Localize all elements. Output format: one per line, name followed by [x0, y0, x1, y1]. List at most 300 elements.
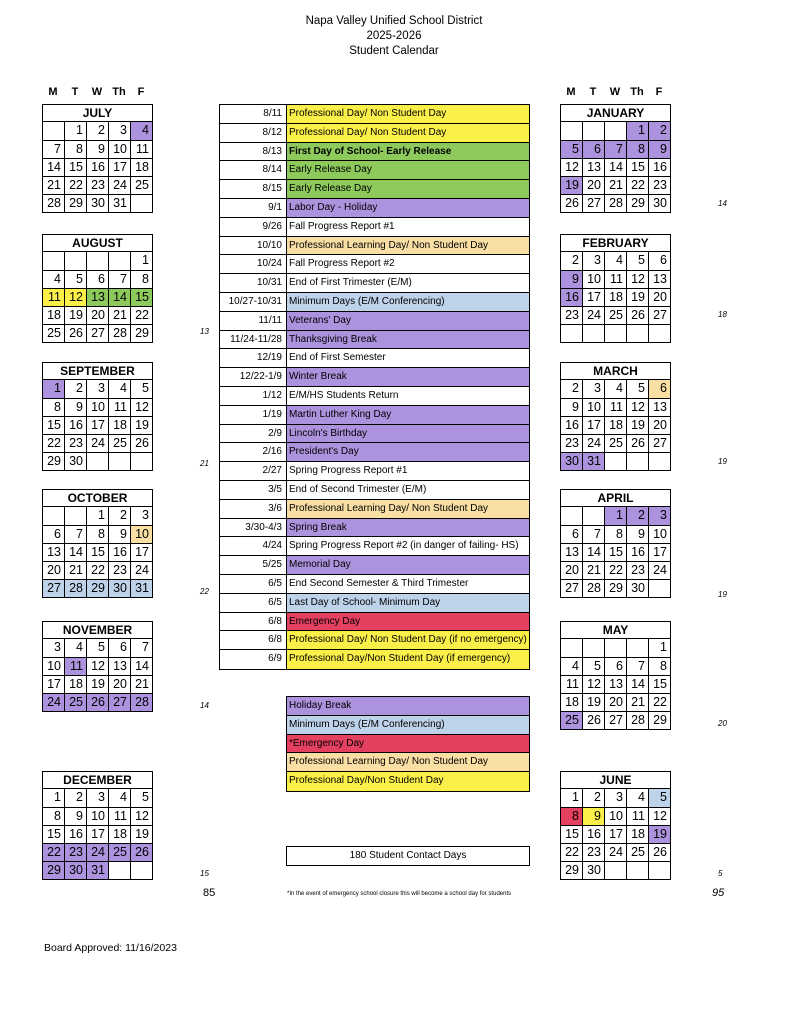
month-november	[42, 621, 153, 712]
day-cell: 14	[130, 658, 152, 675]
day-cell: 15	[130, 289, 152, 306]
day-cell: 19	[130, 417, 152, 434]
day-cell: 8	[626, 141, 648, 158]
event-description: Thanksgiving Break	[287, 331, 529, 349]
day-cell: 18	[604, 417, 626, 434]
event-row	[220, 537, 529, 556]
day-cell	[648, 453, 670, 470]
day-cell: 14	[604, 159, 626, 176]
week-row	[561, 306, 670, 324]
day-cell	[648, 325, 670, 342]
day-cell: 8	[561, 808, 582, 825]
event-row	[220, 105, 529, 124]
day-header-f: F	[137, 86, 145, 98]
day-cell: 10	[86, 808, 108, 825]
event-row	[220, 556, 529, 575]
event-date: 2/9	[220, 425, 287, 443]
day-cell: 24	[648, 562, 670, 579]
day-cell: 13	[47, 545, 61, 559]
day-cell: 22	[47, 436, 61, 450]
day-cell: 6	[648, 380, 670, 398]
event-description: Professional Day/ Non Student Day (if no emergency)	[287, 631, 529, 649]
event-date: 1/19	[220, 406, 287, 424]
day-cell: 10	[86, 399, 108, 416]
day-cell: 10	[582, 271, 604, 288]
day-cell: 24	[86, 435, 108, 452]
week-row	[43, 140, 152, 158]
event-row	[220, 631, 529, 650]
day-cell: 24	[582, 435, 604, 452]
event-date: 11/24-11/28	[220, 331, 287, 349]
day-cell: 16	[86, 159, 108, 176]
day-cell: 5	[626, 252, 648, 270]
week-row	[561, 807, 670, 825]
day-cell: 22	[565, 845, 579, 859]
day-cell: 18	[47, 308, 61, 322]
day-cell: 12	[565, 160, 579, 174]
event-description: Lincoln's Birthday	[287, 425, 529, 443]
day-cell: 7	[604, 141, 626, 158]
day-cell: 20	[108, 676, 130, 693]
day-cell: 4	[130, 122, 152, 140]
day-cell: 25	[626, 844, 648, 861]
month-name: SEPTEMBER	[43, 363, 152, 380]
day-cell: 20	[582, 177, 604, 194]
event-date: 8/15	[220, 180, 287, 198]
event-row	[220, 443, 529, 462]
event-description: Professional Day/Non Student Day (if emergency)	[287, 650, 529, 669]
event-row	[220, 462, 529, 481]
day-cell: 16	[108, 544, 130, 561]
day-cell: 18	[64, 676, 86, 693]
event-row	[220, 500, 529, 519]
day-cell: 12	[86, 658, 108, 675]
day-cell: 5	[582, 658, 604, 675]
day-cell: 15	[86, 544, 108, 561]
day-cell: 28	[64, 580, 86, 597]
day-cell	[64, 252, 86, 270]
day-cell: 21	[582, 562, 604, 579]
day-cell: 19	[86, 676, 108, 693]
day-cell: 4	[572, 659, 579, 673]
day-cell: 26	[130, 435, 152, 452]
day-cell: 3	[648, 507, 670, 525]
day-cell: 5	[130, 789, 152, 807]
day-header-t: T	[71, 86, 79, 98]
day-cell: 19	[648, 826, 670, 843]
school-year: 2025-2026	[366, 30, 422, 42]
contact-days-box: 180 Student Contact Days	[286, 846, 530, 866]
day-cell: 23	[108, 562, 130, 579]
day-cell: 30	[582, 862, 604, 879]
legend-item: Professional Learning Day/ Non Student Day	[287, 753, 529, 772]
day-cell: 30	[64, 862, 86, 879]
week-row	[43, 398, 152, 416]
week-row	[43, 693, 152, 711]
event-description: Memorial Day	[287, 556, 529, 574]
day-cell: 13	[648, 271, 670, 288]
day-cell	[648, 862, 670, 879]
day-cell: 19	[561, 177, 582, 194]
week-row	[561, 176, 670, 194]
event-description: Last Day of School- Minimum Day	[287, 594, 529, 612]
week-row	[43, 561, 152, 579]
week-row	[561, 711, 670, 729]
month-name: MARCH	[561, 363, 670, 380]
week-row	[561, 579, 670, 597]
event-description: Fall Progress Report #2	[289, 258, 395, 270]
day-cell: 7	[108, 271, 130, 288]
event-date: 3/5	[220, 481, 287, 499]
day-cell: 24	[86, 844, 108, 861]
week-row	[561, 843, 670, 861]
week-row	[43, 306, 152, 324]
month-april	[560, 489, 671, 598]
month-day-count: 15	[200, 869, 209, 878]
week-row	[561, 675, 670, 693]
day-cell: 10	[130, 526, 152, 543]
event-description: Spring Break	[287, 519, 529, 537]
event-description: Early Release Day	[287, 180, 529, 198]
week-row	[43, 843, 152, 861]
week-row	[43, 639, 152, 657]
day-header-f: F	[655, 86, 663, 98]
day-cell: 2	[572, 253, 579, 267]
event-date: 9/26	[220, 218, 287, 236]
week-row	[43, 861, 152, 879]
day-cell: 26	[64, 325, 86, 342]
day-cell: 2	[64, 380, 86, 398]
day-cell: 25	[108, 435, 130, 452]
event-description: Labor Day - Holiday	[287, 199, 529, 217]
day-cell: 27	[648, 435, 670, 452]
day-cell: 10	[582, 399, 604, 416]
event-date: 12/19	[220, 349, 287, 367]
day-cell: 8	[64, 141, 86, 158]
event-date: 3/30-4/3	[220, 519, 287, 537]
week-row	[561, 140, 670, 158]
week-row	[43, 194, 152, 212]
day-cell: 25	[130, 177, 152, 194]
day-cell: 9	[86, 141, 108, 158]
day-cell: 6	[648, 252, 670, 270]
day-cell: 20	[648, 289, 670, 306]
event-row	[220, 312, 529, 331]
day-header-th: Th	[112, 86, 126, 98]
day-cell: 1	[572, 790, 579, 804]
event-date: 8/14	[220, 161, 287, 179]
day-cell: 17	[47, 677, 61, 691]
event-description: Professional Day/ Non Student Day	[287, 105, 529, 123]
month-day-count: 14	[718, 199, 727, 208]
day-cell: 23	[86, 177, 108, 194]
week-row	[561, 543, 670, 561]
day-cell: 20	[47, 563, 61, 577]
day-cell: 29	[130, 325, 152, 342]
day-cell: 27	[582, 195, 604, 212]
day-cell: 25	[604, 435, 626, 452]
event-description: Martin Luther King Day	[287, 406, 529, 424]
day-cell: 24	[108, 177, 130, 194]
month-name: JANUARY	[561, 105, 670, 122]
week-row	[561, 158, 670, 176]
month-name: APRIL	[561, 490, 670, 507]
month-may	[560, 621, 671, 730]
day-cell: 1	[604, 507, 626, 525]
event-row	[220, 650, 529, 669]
event-row	[220, 387, 529, 406]
day-cell: 2	[582, 789, 604, 807]
week-row	[561, 252, 670, 270]
month-day-count: 14	[200, 701, 209, 710]
board-approved: Board Approved: 11/16/2023	[44, 942, 177, 954]
day-cell: 6	[108, 639, 130, 657]
event-row	[220, 293, 529, 312]
day-cell: 15	[648, 676, 670, 693]
month-january	[560, 104, 671, 213]
month-day-count: 19	[718, 590, 727, 599]
week-row	[561, 324, 670, 342]
week-row	[561, 380, 670, 398]
day-cell: 2	[108, 507, 130, 525]
day-cell	[86, 453, 108, 470]
event-date: 6/8	[220, 631, 287, 649]
day-cell	[604, 325, 626, 342]
legend-item: *Emergency Day	[287, 735, 529, 754]
day-cell	[43, 252, 64, 270]
month-march	[560, 362, 671, 471]
event-description: End of First Trimester (E/M)	[289, 277, 412, 289]
day-cell	[561, 507, 582, 525]
event-row	[220, 613, 529, 632]
day-cell: 3	[130, 507, 152, 525]
day-cell: 17	[130, 544, 152, 561]
day-cell: 11	[130, 141, 152, 158]
day-cell: 16	[565, 418, 579, 432]
day-cell: 13	[108, 658, 130, 675]
week-row	[43, 176, 152, 194]
day-cell: 17	[582, 417, 604, 434]
week-row	[43, 675, 152, 693]
day-cell: 19	[626, 289, 648, 306]
day-cell: 12	[130, 808, 152, 825]
day-header-th: Th	[630, 86, 644, 98]
day-cell: 20	[565, 563, 579, 577]
day-cell: 29	[648, 712, 670, 729]
day-cell: 17	[108, 159, 130, 176]
week-row	[561, 639, 670, 657]
day-cell: 9	[582, 808, 604, 825]
event-row	[220, 481, 529, 500]
event-row	[220, 425, 529, 444]
day-cell: 4	[604, 252, 626, 270]
day-cell: 18	[108, 417, 130, 434]
month-september	[42, 362, 153, 471]
day-cell: 24	[582, 307, 604, 324]
day-cell: 3	[604, 789, 626, 807]
calendar-title: Student Calendar	[349, 45, 439, 57]
day-cell: 22	[604, 562, 626, 579]
day-cell: 14	[582, 544, 604, 561]
day-cell	[561, 639, 582, 657]
day-cell: 28	[47, 196, 61, 210]
day-cell: 17	[648, 544, 670, 561]
week-row	[561, 398, 670, 416]
day-cell: 4	[108, 789, 130, 807]
day-header-t: T	[589, 86, 597, 98]
week-row	[43, 158, 152, 176]
day-cell: 11	[566, 677, 579, 691]
day-cell: 29	[43, 862, 64, 879]
event-row	[220, 575, 529, 594]
day-cell: 8	[130, 271, 152, 288]
month-october	[42, 489, 153, 598]
day-cell: 27	[43, 580, 64, 597]
week-row	[43, 825, 152, 843]
day-cell: 8	[54, 809, 61, 823]
day-cell: 18	[130, 159, 152, 176]
week-row	[43, 807, 152, 825]
day-cell: 12	[626, 399, 648, 416]
month-name: NOVEMBER	[43, 622, 152, 639]
day-cell: 29	[626, 195, 648, 212]
day-cell: 3	[54, 640, 61, 654]
day-cell: 2	[572, 381, 579, 395]
day-cell: 8	[54, 400, 61, 414]
day-cell: 11	[626, 808, 648, 825]
event-row	[220, 237, 529, 256]
day-cell: 1	[626, 122, 648, 140]
day-cell: 9	[108, 526, 130, 543]
event-row	[220, 331, 529, 350]
day-cell: 27	[604, 712, 626, 729]
event-description: Emergency Day	[287, 613, 529, 631]
event-date: 5/25	[220, 556, 287, 574]
event-description: End of Second Trimester (E/M)	[289, 483, 427, 495]
week-row	[561, 789, 670, 807]
day-cell: 28	[130, 694, 152, 711]
week-row	[561, 525, 670, 543]
event-description: Winter Break	[287, 368, 529, 386]
day-cell: 23	[565, 308, 579, 322]
week-row	[561, 288, 670, 306]
day-cell: 18	[565, 695, 579, 709]
month-august	[42, 234, 153, 343]
month-name: JULY	[43, 105, 152, 122]
day-cell: 20	[604, 694, 626, 711]
day-cell: 22	[86, 562, 108, 579]
district-title: Napa Valley Unified School District	[305, 15, 483, 27]
day-cell	[626, 862, 648, 879]
day-cell	[604, 862, 626, 879]
event-description: Spring Progress Report #1	[289, 465, 408, 477]
week-row	[561, 122, 670, 140]
event-row	[220, 255, 529, 274]
week-row	[561, 561, 670, 579]
day-cell: 15	[47, 418, 61, 432]
month-name: AUGUST	[43, 235, 152, 252]
month-day-count: 18	[718, 310, 727, 319]
day-cell: 7	[64, 526, 86, 543]
event-row	[220, 124, 529, 143]
day-header-w: W	[609, 86, 621, 98]
week-row	[561, 693, 670, 711]
day-cell: 27	[86, 325, 108, 342]
day-cell: 13	[604, 676, 626, 693]
day-cell: 12	[130, 399, 152, 416]
day-cell: 19	[130, 826, 152, 843]
day-cell: 3	[86, 380, 108, 398]
total-right: 95	[712, 887, 725, 899]
day-cell	[86, 252, 108, 270]
day-cell: 2	[86, 122, 108, 140]
color-legend	[286, 696, 530, 792]
day-cell: 17	[86, 826, 108, 843]
day-cell: 16	[561, 289, 582, 306]
event-date: 10/27-10/31	[220, 293, 287, 311]
event-date: 10/24	[220, 255, 287, 273]
event-date: 1/12	[220, 387, 287, 405]
event-description: Fall Progress Report #1	[289, 220, 395, 232]
day-cell	[130, 862, 152, 879]
week-row	[561, 270, 670, 288]
day-cell: 5	[64, 271, 86, 288]
day-cell: 23	[565, 436, 579, 450]
day-cell: 12	[582, 676, 604, 693]
day-cell: 18	[108, 826, 130, 843]
day-cell	[108, 252, 130, 270]
month-july	[42, 104, 153, 213]
month-day-count: 21	[200, 459, 209, 468]
day-cell: 23	[64, 435, 86, 452]
day-cell: 11	[108, 399, 130, 416]
day-header-w: W	[91, 86, 103, 98]
day-cell: 23	[64, 844, 86, 861]
day-cell: 25	[64, 694, 86, 711]
day-cell: 18	[604, 289, 626, 306]
event-row	[220, 143, 529, 162]
day-cell: 3	[108, 122, 130, 140]
day-cell: 1	[64, 122, 86, 140]
day-cell: 15	[626, 159, 648, 176]
month-day-count: 19	[718, 457, 727, 466]
week-row	[43, 543, 152, 561]
day-cell: 2	[626, 507, 648, 525]
day-cell: 26	[626, 435, 648, 452]
event-description: Veterans' Day	[287, 312, 529, 330]
day-cell	[648, 580, 670, 597]
week-row	[561, 657, 670, 675]
day-cell: 2	[648, 122, 670, 140]
day-cell: 10	[108, 141, 130, 158]
day-cell: 5	[648, 789, 670, 807]
day-cell: 13	[86, 289, 108, 306]
day-cell: 7	[626, 658, 648, 675]
event-date: 6/8	[220, 613, 287, 631]
event-description: Professional Learning Day/ Non Student Day	[287, 500, 529, 518]
day-cell: 3	[582, 252, 604, 270]
week-row	[43, 452, 152, 470]
event-row	[220, 180, 529, 199]
day-cell: 4	[108, 380, 130, 398]
event-description: Professional Day/ Non Student Day	[287, 124, 529, 142]
week-row	[561, 416, 670, 434]
day-cell: 6	[582, 141, 604, 158]
day-cell: 28	[604, 195, 626, 212]
day-cell: 1	[86, 507, 108, 525]
event-date: 11/11	[220, 312, 287, 330]
day-cell: 29	[565, 863, 579, 877]
